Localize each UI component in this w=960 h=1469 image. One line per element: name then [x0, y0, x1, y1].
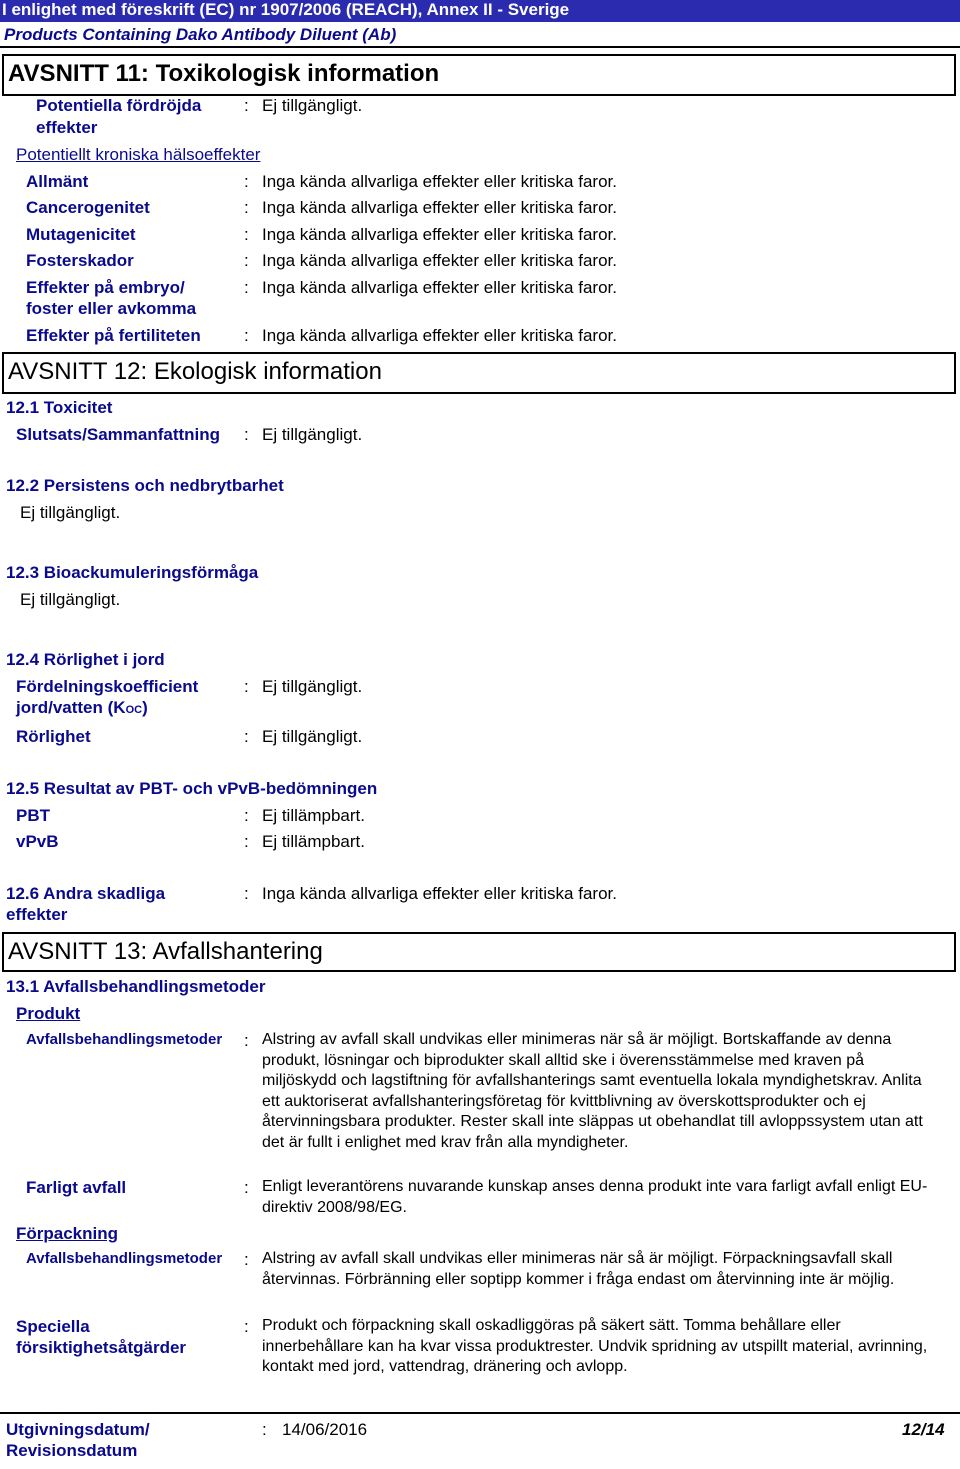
koc-subscript: OC	[125, 704, 143, 716]
persistence-heading: 12.2 Persistens och nedbrytbarhet	[6, 476, 284, 495]
section-11-title: AVSNITT 11: Toxikologisk information	[8, 60, 440, 87]
other-effects-label-1: 12.6 Andra skadliga	[6, 884, 166, 903]
vpvb-value: Ej tillämpbart.	[262, 832, 365, 851]
colon: :	[244, 96, 249, 115]
developmental-effects-value: Inga kända allvarliga effekter eller kritiska faror.	[262, 278, 617, 297]
hazardous-waste-label: Farligt avfall	[26, 1178, 127, 1197]
issue-date-value: 14/06/2016	[282, 1420, 368, 1439]
colon: :	[244, 225, 249, 244]
page-number: 12/14	[902, 1420, 945, 1439]
summary-label: Slutsats/Sammanfattning	[16, 425, 221, 444]
product-name: Products Containing Dako Antibody Diluent (Ab)	[0, 22, 960, 48]
teratogenicity-label: Fosterskador	[26, 251, 134, 270]
fertility-effects-value: Inga kända allvarliga effekter eller kritiska faror.	[262, 326, 617, 345]
delayed-effects-value: Ej tillgängligt.	[262, 96, 363, 115]
packaging-heading: Förpackning	[16, 1224, 119, 1243]
soil-mobility-heading: 12.4 Rörlighet i jord	[6, 650, 165, 669]
mobility-value: Ej tillgängligt.	[262, 727, 363, 746]
colon: :	[244, 326, 249, 345]
colon: :	[244, 251, 249, 270]
packaging-methods-text: Alstring av avfall skall undvikas eller minimeras när så är möjligt. Förpackningsavfall skall återvinnas. Förbränning eller soptipp kommer i fråga endast om återvinning inte är möjlig.	[262, 1250, 895, 1288]
section-11-title-box	[2, 54, 956, 96]
colon: :	[262, 1420, 267, 1439]
special-precautions-text: Produkt och förpackning skall oskadliggöras på säkert sätt. Tomma behållare eller innerbehållare kan ha kvar vissa produktrester. Undvik spridning av utspillt material, avrinning, kontakt med jord, vattendrag, dränering och avlopp.	[262, 1317, 928, 1375]
regulation-header: I enlighet med föreskrift (EC) nr 1907/2006 (REACH), Annex II - Sverige	[0, 0, 960, 22]
colon: :	[244, 172, 249, 191]
colon: :	[244, 677, 249, 696]
colon: :	[244, 198, 249, 217]
special-precautions-label-1: Speciella	[16, 1317, 90, 1336]
section-13-title: AVSNITT 13: Avfallshantering	[8, 938, 323, 965]
product-methods-label: Avfallsbehandlingsmetoder	[26, 1031, 223, 1048]
section-13-title-box	[2, 932, 956, 972]
product-heading: Produkt	[16, 1004, 81, 1023]
disposal-methods-heading: 13.1 Avfallsbehandlingsmetoder	[6, 977, 266, 996]
section-12-title: AVSNITT 12: Ekologisk information	[8, 358, 382, 385]
colon: :	[244, 1178, 249, 1197]
other-effects-label-2: effekter	[6, 905, 68, 924]
delayed-effects-label-2: effekter	[36, 118, 98, 137]
carcinogenicity-value: Inga kända allvarliga effekter eller kritiska faror.	[262, 198, 617, 217]
colon: :	[244, 1317, 249, 1336]
colon: :	[244, 1250, 249, 1269]
special-precautions-label-2: försiktighetsåtgärder	[16, 1338, 187, 1357]
hazardous-waste-text: Enligt leverantörens nuvarande kunskap anses denna produkt inte vara farligt avfall enligt EU-direktiv 2008/98/EG.	[262, 1178, 928, 1216]
other-effects-value: Inga kända allvarliga effekter eller kritiska faror.	[262, 884, 617, 903]
colon: :	[244, 884, 249, 903]
vpvb-label: vPvB	[16, 832, 59, 851]
bioaccumulation-heading: 12.3 Bioackumuleringsförmåga	[6, 563, 259, 582]
delayed-effects-label-1: Potentiella fördröjda	[36, 96, 202, 115]
mobility-label: Rörlighet	[16, 727, 91, 746]
pbt-value: Ej tillämpbart.	[262, 806, 365, 825]
pbt-label: PBT	[16, 806, 50, 825]
packaging-methods-label: Avfallsbehandlingsmetoder	[26, 1250, 223, 1267]
koc-label-1: Fördelningskoefficient	[16, 677, 199, 696]
developmental-effects-label-1: Effekter på embryo/	[26, 278, 185, 297]
product-methods-text: Alstring av avfall skall undvikas eller minimeras när så är möjligt. Bortskaffande av denna produkt, lösningar och biprodukter skall alltid ske i överensstämmelse med kraven på miljöskydd och lagstiftning för avfallshanterings samt eventuella lokala myndighetskrav. Anlita ett auktoriserat avfallshanteringsföretag för kvittblivning av överskottsprodukter och ej återvinningsbara produkter. Rester skall inte släppas ut obehandlat till avloppssystem utan att det är fullt i enlighet med krav från alla myndigheter.	[262, 1031, 923, 1151]
koc-value: Ej tillgängligt.	[262, 677, 363, 696]
colon: :	[244, 806, 249, 825]
mutagenicity-value: Inga kända allvarliga effekter eller kritiska faror.	[262, 225, 617, 244]
fertility-effects-label: Effekter på fertiliteten	[26, 326, 201, 345]
colon: :	[244, 278, 249, 297]
developmental-effects-label-2: foster eller avkomma	[26, 299, 197, 318]
chronic-effects-heading: Potentiellt kroniska hälsoeffekter	[16, 145, 261, 164]
colon: :	[244, 1031, 249, 1050]
colon: :	[244, 425, 249, 444]
carcinogenicity-label: Cancerogenitet	[26, 198, 150, 217]
summary-value: Ej tillgängligt.	[262, 425, 363, 444]
issue-date-label-2: Revisionsdatum	[6, 1441, 138, 1460]
general-value: Inga kända allvarliga effekter eller kritiska faror.	[262, 172, 617, 191]
general-label: Allmänt	[26, 172, 89, 191]
issue-date-label-1: Utgivningsdatum/	[6, 1420, 150, 1439]
section-12-title-box	[2, 352, 956, 394]
colon: :	[244, 832, 249, 851]
persistence-value: Ej tillgängligt.	[20, 503, 121, 522]
footer	[0, 1412, 960, 1469]
bioaccumulation-value: Ej tillgängligt.	[20, 590, 121, 609]
teratogenicity-value: Inga kända allvarliga effekter eller kritiska faror.	[262, 251, 617, 270]
koc-label-2: jord/vatten (KOC)	[16, 698, 148, 717]
mutagenicity-label: Mutagenicitet	[26, 225, 136, 244]
colon: :	[244, 727, 249, 746]
pbt-assessment-heading: 12.5 Resultat av PBT- och vPvB-bedömningen	[6, 779, 378, 798]
toxicity-heading: 12.1 Toxicitet	[6, 398, 113, 417]
